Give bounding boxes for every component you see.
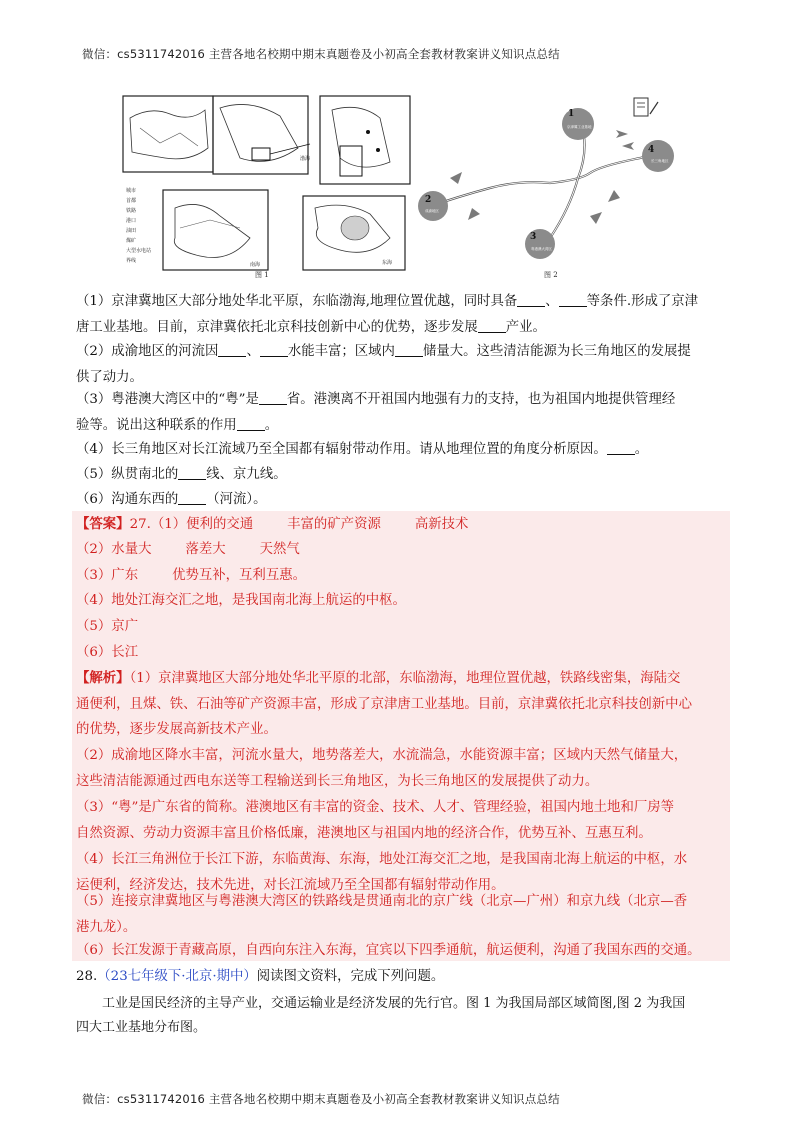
answer-blank [395,342,423,357]
analysis-6: （6）长江发源于青藏高原，自西向东注入东海，宜宾以下四季通航，航运便利，沟通了我国东西的交通。 [76,943,701,958]
answer-blank [517,292,545,307]
analysis-2: （2）成渝地区降水丰富，河流水量大，地势落差大，水流湍急，水能资源丰富；区域内天然气储量大， 这些清洁能源通过西电东送等工程输送到长三角地区，为长三角地区的发展提供了动力。 [76,748,688,789]
answer-line-3: （3）广东 优势互补，互利互惠。 [76,568,306,583]
answer-blank [478,318,506,333]
figures-area [120,88,680,278]
node-1-number: 1 [568,109,575,119]
node-3-label: 粤港澳大湾区 [531,247,552,251]
analysis-1: 【解析】（1）京津冀地区大部分地处华北平原的北部，东临渤海，地理位置优越，铁路线密集，海陆交 通便利，且煤、铁、石油等矿产资源丰富，形成了京津唐工业基地。目前，京津冀依托北京科技创新中心 的优势，逐步发展高新技术产业。 [76,670,692,737]
figure1-map [123,96,410,278]
answer-line-1: 【答案】27.（1）便利的交通 丰富的矿产资源 高新技术 [76,516,469,532]
question-1: （1）京津冀地区大部分地处华北平原，东临渤海,地理位置优越，同时具备 、 等条件.形成了京津 唐工业基地。目前，京津冀依托北京科技创新中心的优势，逐步发展 产业。 [76,294,699,335]
question-3: （3）粤港澳大湾区中的“粤”是 省。港澳离不开祖国内地强有力的支持，也为祖国内地提供管理经 验等。说出这种联系的作用 。 [76,392,676,433]
answer-label: 【答案】 [76,516,130,532]
figure2-caption: 图 2 [544,271,558,278]
figure2-diagram [418,98,674,278]
node-2-circle [418,191,448,221]
answer-blank [178,490,206,505]
answer-blank [218,342,246,357]
notepad-icon [634,98,658,116]
svg-text:界线: 界线 [126,258,137,264]
svg-text:城市: 城市 [126,188,137,194]
question-28-text: 工业是国民经济的主导产业，交通运输业是经济发展的先行官。图 1 为我国局部区域简图,图 2 为我国 四大工业基地分布图。 [76,996,686,1035]
answer-line-2: （2）水量大 落差大 天然气 [76,542,300,557]
analysis-3: （3）“粤”是广东省的简称。港澳地区有丰富的资金、技术、人才、管理经验，祖国内地土地和厂房等 自然资源、劳动力资源丰富且价格低廉，港澳地区与祖国内地的经济合作，优势互补、互惠互利。 [76,800,675,841]
question-28-title: 28.（23七年级下·北京·期中）阅读图文资料，完成下列问题。 [76,969,445,984]
node-2-number: 2 [425,195,432,205]
svg-text:首都: 首都 [126,198,137,204]
answer-blank [259,390,287,405]
figure1-caption: 图 1 [255,271,269,278]
analysis-5: （5）连接京津冀地区与粤港澳大湾区的铁路线是贯通南北的京广线（北京—广州）和京九线（北京—香 港九龙）。 [76,894,688,935]
node-3-number: 3 [530,232,537,242]
svg-text:煤矿: 煤矿 [126,238,137,244]
svg-text:油田: 油田 [126,228,137,234]
svg-text:大型水电站: 大型水电站 [126,248,152,254]
sea-label-south: 南海 [250,262,261,268]
answer-line-6: （6）长江 [76,645,139,660]
sea-label-bohai: 渤海 [300,156,311,162]
question-2: （2）成渝地区的河流因 、 水能丰富；区域内 储量大。这些清洁能源为长三角地区的发展提 供了动力。 [76,344,691,385]
question-5: （5）纵贯南北的 线、京九线。 [76,467,287,482]
answer-blank [559,292,587,307]
flow-arrows [450,130,634,224]
question-6: （6）沟通东西的 （河流）。 [76,492,267,507]
svg-text:铁路: 铁路 [126,208,137,214]
page-header: 微信：cs5311742016 主营各地名校期中期末真题卷及小初高全套教材教案讲义知识点总结 [82,47,560,61]
answer-blank [237,416,265,431]
node-4-number: 4 [648,145,655,155]
answer-line-5: （5）京广 [76,619,139,634]
svg-text:港口: 港口 [126,218,137,224]
analysis-label: 【解析】 [76,670,130,686]
node-4-circle [642,140,674,172]
sea-label-east: 东海 [382,260,393,266]
figure1-legend [126,187,151,264]
analysis-4: （4）长江三角洲位于长江下游，东临黄海、东海，地处江海交汇之地，是我国南北海上航运的中枢，水 运便利，经济发达，技术先进，对长江流域乃至全国都有辐射带动作用。 [76,852,688,893]
page-footer: 微信：cs5311742016 主营各地名校期中期末真题卷及小初高全套教材教案讲义知识点总结 [82,1092,560,1106]
node-2-label: 成渝地区 [425,209,439,213]
question-4: （4）长三角地区对长江流域乃至全国都有辐射带动作用。请从地理位置的角度分析原因。 。 [76,442,649,457]
node-1-circle [562,108,594,140]
node-1-label: 京津冀工业基地 [567,125,592,129]
node-4-label: 长三角地区 [651,159,669,163]
answer-blank [178,465,206,480]
answer-line-4: （4）地处江海交汇之地，是我国南北海上航运的中枢。 [76,593,406,608]
question-source: （23七年级下·北京·期中） [97,969,257,984]
answer-blank [260,342,288,357]
answer-blank [607,440,635,455]
